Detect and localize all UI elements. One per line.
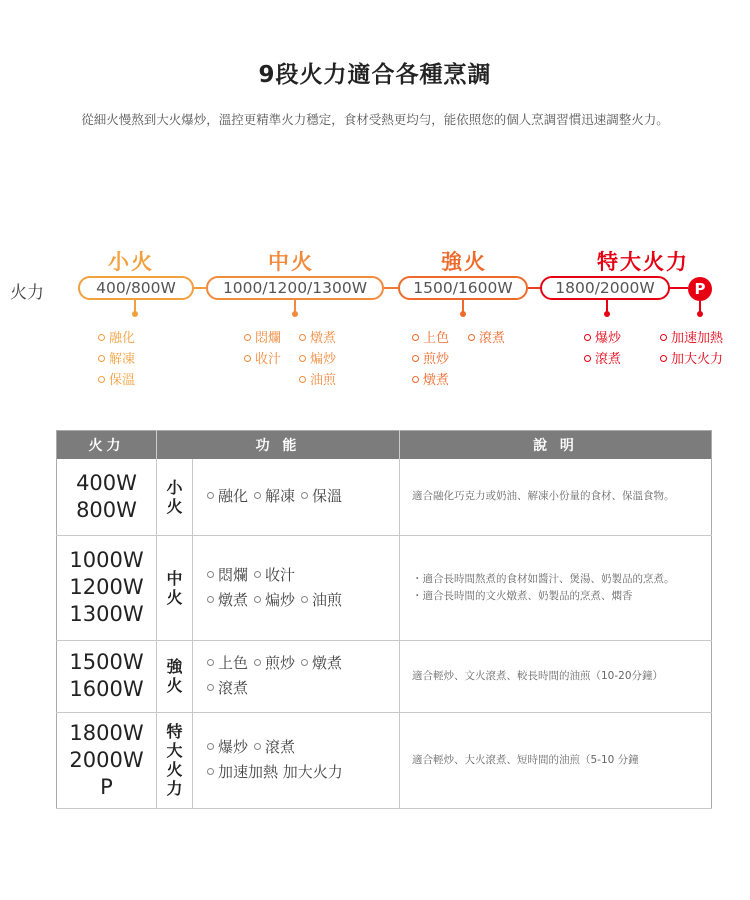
table-row [57, 535, 712, 640]
level-char: 強 [166, 657, 183, 676]
feature-item: 油煎 [299, 369, 336, 388]
tick-dot [697, 311, 703, 317]
feature-item: 悶爛 [244, 327, 281, 346]
level-char: 小 [166, 477, 183, 497]
level-char: 火 [166, 496, 183, 516]
feature-item: 加速加熱 [660, 327, 723, 346]
function-item: 滾煮 [254, 738, 295, 756]
table-row [57, 712, 712, 808]
function-item: 收汁 [254, 566, 295, 584]
connector [528, 287, 540, 289]
range-pill-high: 1500/1600W [398, 276, 528, 300]
level-char: 火 [166, 760, 183, 779]
page-title: 9段火力適合各種烹調 [258, 62, 492, 88]
range-pill-max: 1800/2000W [540, 276, 670, 300]
spec-table [56, 430, 712, 809]
level-label-medium: 中火 [268, 250, 314, 274]
feature-item: 滾煮 [468, 327, 505, 346]
feature-item: 燉煮 [412, 369, 449, 388]
header-description: 說 明 [400, 431, 712, 460]
level-char: 火 [166, 676, 183, 695]
description-text: ・ 適合長時間的文火燉煮、奶製品的烹煮、燜香 [412, 588, 703, 605]
function-item: 融化 [207, 487, 248, 505]
connector [194, 287, 206, 289]
description-text: ・ 適合長時間熬煮的食材如醬汁、煲湯、奶製品的烹煮。 [412, 571, 703, 588]
table-row [57, 640, 712, 712]
function-item: 燉煮 [207, 591, 248, 609]
function-item: 悶爛 [207, 566, 248, 584]
watt-value: 1300W [69, 602, 144, 626]
feature-item: 滾煮 [584, 348, 621, 367]
level-char: 大 [166, 741, 183, 760]
table-header-row [57, 431, 712, 460]
connector [670, 287, 688, 289]
tick-dot [132, 311, 138, 317]
level-label-low: 小火 [108, 250, 154, 274]
feature-item: 上色 [412, 327, 449, 346]
watt-value: 400W [76, 470, 137, 495]
watt-value: 1500W [69, 650, 144, 674]
level-label-high: 強火 [441, 250, 487, 274]
feature-item: 保溫 [98, 369, 135, 388]
feature-item: 融化 [98, 327, 135, 346]
level-char: 特 [166, 722, 183, 741]
feature-item: 燉煮 [299, 327, 336, 346]
feature-item: 煸炒 [299, 348, 336, 367]
level-label-max: 特大火力 [597, 250, 689, 274]
description-text: 適合輕炒、文火滾煮、較長時間的油煎（10-20分鐘） [412, 669, 664, 682]
feature-item: 收汁 [244, 348, 281, 367]
header-power: 火力 [57, 431, 157, 460]
function-item: 油煎 [301, 591, 342, 609]
p-boost-badge: P [688, 277, 712, 301]
level-char: 火 [166, 587, 183, 607]
connector [384, 287, 398, 289]
description-text: 適合輕炒、大火滾煮、短時間的油煎（5-10 分鐘 [412, 753, 639, 766]
subtitle: 從細火慢熬到大火爆炒，溫控更精準火力穩定，食材受熱更均勻，能依照您的個人烹調習慣迅速調整火力。 [81, 112, 669, 127]
tick-dot [604, 311, 610, 317]
watt-value: 1800W [69, 720, 144, 745]
watt-value: 1200W [69, 575, 144, 599]
range-pill-medium: 1000/1200/1300W [206, 276, 384, 300]
feature-item: 解凍 [98, 348, 135, 367]
watt-value: P [100, 774, 113, 799]
feature-item: 煎炒 [412, 348, 449, 367]
table-row [57, 459, 712, 535]
function-item: 煸炒 [254, 591, 295, 609]
function-item: 解凍 [254, 487, 295, 505]
function-item: 燉煮 [301, 654, 342, 672]
level-char: 力 [166, 779, 183, 798]
feature-item: 爆炒 [584, 327, 621, 346]
function-item: 加速加熱 加大火力 [207, 763, 343, 781]
function-item: 上色 [207, 654, 248, 672]
range-pill-low: 400/800W [78, 276, 194, 300]
tick-dot [292, 311, 298, 317]
watt-value: 1600W [69, 677, 144, 701]
power-label: 火力 [10, 283, 44, 303]
level-char: 中 [166, 568, 183, 588]
feature-item: 加大火力 [660, 348, 723, 367]
header-function: 功 能 [157, 431, 400, 460]
function-item: 滾煮 [207, 679, 248, 697]
function-item: 煎炒 [254, 654, 295, 672]
function-item: 保溫 [301, 487, 342, 505]
tick-dot [460, 311, 466, 317]
watt-value: 800W [76, 497, 137, 522]
watt-value: 2000W [69, 747, 144, 772]
watt-value: 1000W [69, 548, 144, 572]
description-text: 適合融化巧克力或奶油、解凍小份量的食材、保溫食物。 [412, 490, 675, 503]
function-item: 爆炒 [207, 738, 248, 756]
